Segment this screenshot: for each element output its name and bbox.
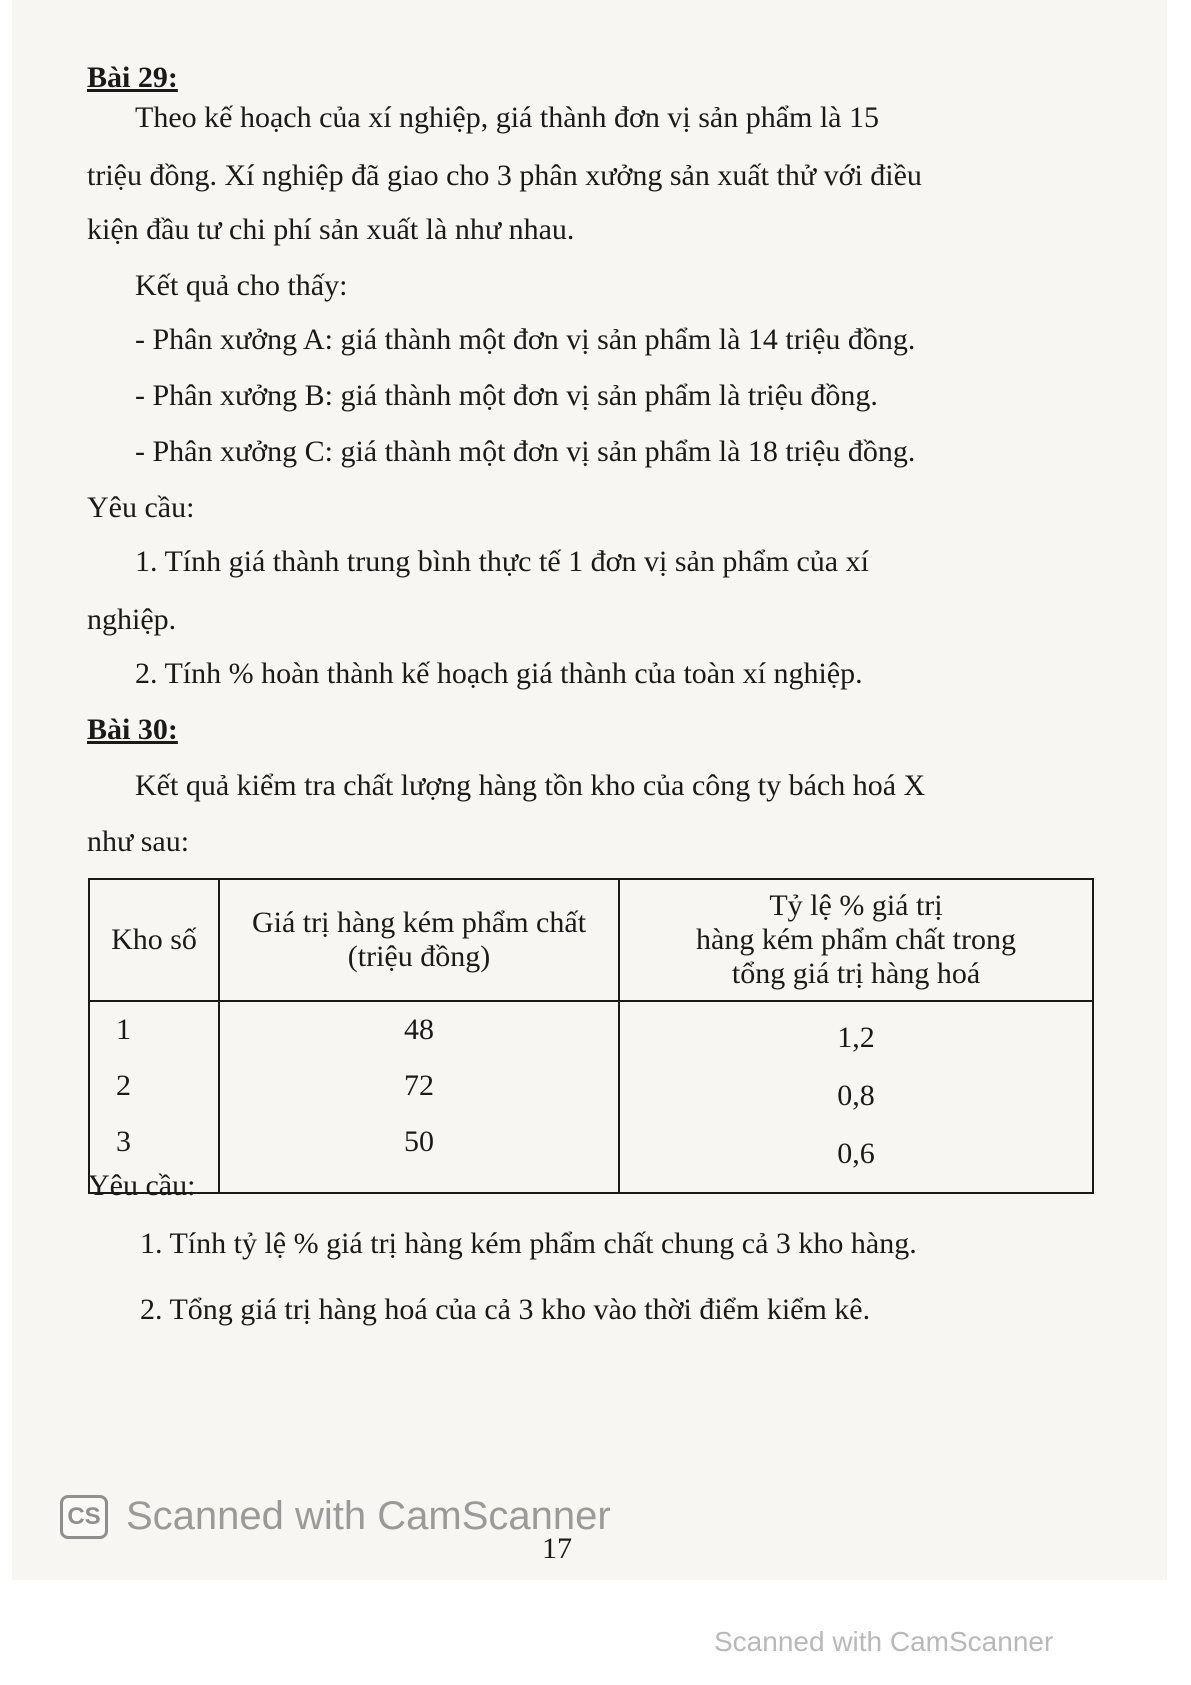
bai29-results-label: Kết quả cho thấy: [135, 269, 348, 302]
ty-le-3: 0,6 [837, 1137, 875, 1170]
bai29-intro-line3: kiện đầu tư chi phí sản xuất là như nhau. [87, 213, 575, 246]
bai30-requirements-label: Yêu cầu: [88, 1169, 196, 1202]
kho-column [89, 1001, 219, 1193]
bai29-item-c: - Phân xưởng C: giá thành một đơn vị sản phẩm là 18 triệu đồng. [135, 435, 916, 468]
bai29-intro-line2: triệu đồng. Xí nghiệp đã giao cho 3 phân xưởng sản xuất thử với điều [87, 159, 922, 192]
defect-goods-table [88, 878, 1094, 1194]
table-row [89, 1001, 1093, 1193]
table-header-row [89, 879, 1093, 1001]
header-ty-le-line3: tổng giá trị hàng hoá [731, 957, 981, 990]
header-gia-tri-line2: (triệu đồng) [347, 940, 491, 973]
bai29-requirements-label: Yêu cầu: [87, 491, 195, 524]
header-gia-tri-line1: Giá trị hàng kém phẩm chất [251, 906, 587, 939]
kho-1: 1 [116, 1013, 131, 1046]
kho-3: 3 [116, 1125, 131, 1158]
bai29-req2: 2. Tính % hoàn thành kế hoạch giá thành của toàn xí nghiệp. [135, 657, 863, 690]
bai29-req1-line2: nghiệp. [87, 603, 177, 636]
header-ty-le-line1: Tỷ lệ % giá trị [769, 889, 943, 922]
gia-tri-3: 50 [404, 1125, 434, 1158]
page-number: 17 [542, 1532, 572, 1565]
bai30-intro-line1: Kết quả kiểm tra chất lượng hàng tồn kho của công ty bách hoá X [135, 769, 926, 802]
bai29-item-b: - Phân xưởng B: giá thành một đơn vị sản phẩm là triệu đồng. [135, 379, 878, 412]
gia-tri-1: 48 [404, 1013, 434, 1046]
bai30-req1: 1. Tính tỷ lệ % giá trị hàng kém phẩm chất chung cả 3 kho hàng. [140, 1227, 917, 1260]
gia-tri-2: 72 [404, 1069, 434, 1102]
header-kho-so: Kho số [89, 879, 219, 1001]
ty-le-1: 1,2 [837, 1021, 875, 1054]
ty-le-2: 0,8 [837, 1079, 875, 1112]
camscanner-logo-icon: CS [60, 1495, 108, 1539]
kho-2: 2 [116, 1069, 131, 1102]
bai29-req1-line1: 1. Tính giá thành trung bình thực tế 1 đơn vị sản phẩm của xí [135, 545, 869, 578]
ty-le-column [619, 1001, 1093, 1193]
scanned-page [12, 0, 1167, 1580]
bai29-item-a: - Phân xưởng A: giá thành một đơn vị sản phẩm là 14 triệu đồng. [135, 323, 916, 356]
bai29-heading: Bài 29: [87, 61, 178, 94]
camscanner-footer-watermark: Scanned with CamScanner [714, 1626, 1054, 1657]
gia-tri-column [219, 1001, 619, 1193]
header-ty-le [619, 879, 1093, 1001]
bai29-intro-line1: Theo kế hoạch của xí nghiệp, giá thành đơn vị sản phẩm là 15 [135, 101, 879, 134]
header-ty-le-line2: hàng kém phẩm chất trong [696, 923, 1016, 956]
bai30-req2: 2. Tổng giá trị hàng hoá của cả 3 kho vào thời điểm kiểm kê. [140, 1293, 871, 1326]
bai30-heading: Bài 30: [87, 713, 178, 746]
bai30-intro-line2: như sau: [87, 825, 190, 858]
camscanner-watermark: Scanned with CamScanner [126, 1494, 611, 1538]
header-gia-tri [219, 879, 619, 1001]
